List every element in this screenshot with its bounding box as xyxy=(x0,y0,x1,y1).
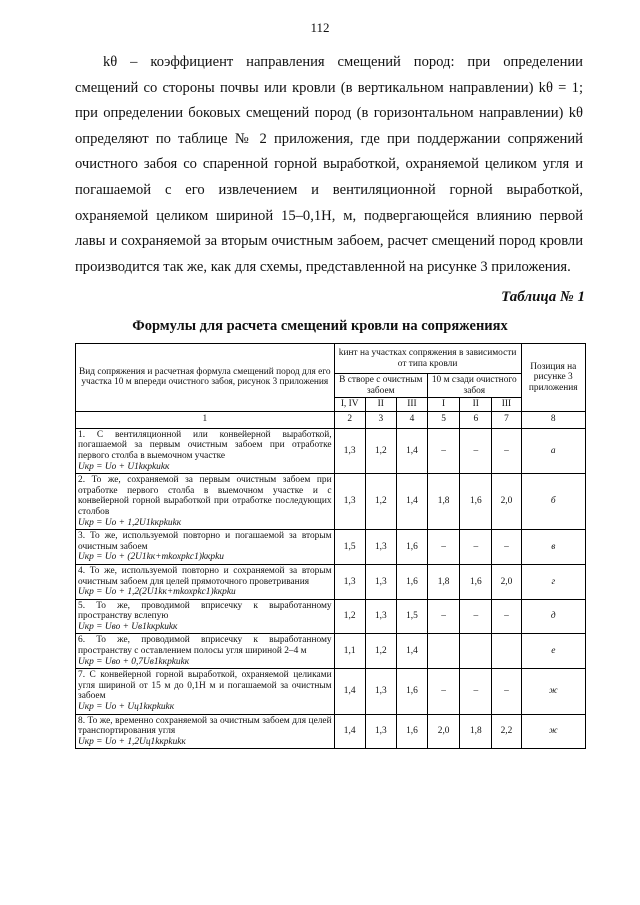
joint-description: 4. То же, используемой повторно и сохраняемой за вторым очистным забоем для целей прямоточного проветривания xyxy=(78,565,332,587)
kint-value: 1,8 xyxy=(460,714,492,749)
kint-value: – xyxy=(460,669,492,714)
joint-description: 6. То же, проводимой вприсечку к выработанному пространству с оставлением полосы угля шириной 2–4 м xyxy=(78,635,332,657)
kint-value: 1,5 xyxy=(334,530,365,565)
header-roof-type: II xyxy=(365,398,396,412)
column-number: 2 xyxy=(334,411,365,428)
table-row xyxy=(76,530,586,565)
kint-value: 1,4 xyxy=(334,714,365,749)
kint-value: – xyxy=(428,428,460,473)
formulas-table xyxy=(75,343,586,749)
kint-value: 1,2 xyxy=(365,634,396,669)
kint-value xyxy=(428,634,460,669)
header-kint: kинт на участках сопряжения в зависимости от типа кровли xyxy=(334,344,521,374)
displacement-formula: Uкр = Uо + 1,2(2U1kк+mkохрkс1)kкрkи xyxy=(78,587,236,598)
joint-description: 8. То же, временно сохраняемой за очистным забоем для целей транспортирования угля xyxy=(78,715,332,737)
joint-description: 3. То же, используемой повторно и погашаемой за вторым очистным забоем xyxy=(78,531,332,552)
kint-value: 1,8 xyxy=(428,564,460,599)
column-number-row xyxy=(76,411,586,428)
kint-value: 1,8 xyxy=(428,474,460,530)
displacement-formula: Uкр = Uво + Uв1kкрkиkк xyxy=(78,621,178,632)
figure-position: ж xyxy=(521,714,585,749)
kint-value: 1,4 xyxy=(396,474,427,530)
table-row xyxy=(76,564,586,599)
kint-value: 2,0 xyxy=(492,564,521,599)
table-label: Таблица № 1 xyxy=(501,289,585,305)
kint-value: 1,3 xyxy=(365,669,396,714)
table-row xyxy=(76,474,586,530)
header-roof-type: III xyxy=(492,398,521,412)
page-number: 112 xyxy=(310,20,330,35)
displacement-formula: Uкр = Uо + 1,2U1kкрkиkк xyxy=(78,517,182,528)
displacement-formula: Uкр = Uо + 1,2Uц1kкрkиkк xyxy=(78,736,186,747)
kint-value: – xyxy=(460,428,492,473)
header-group-back: 10 м сзади очистного забоя xyxy=(428,374,522,398)
column-number: 8 xyxy=(521,411,585,428)
table-row xyxy=(76,714,586,749)
kint-value: – xyxy=(492,530,521,565)
kint-value: 1,2 xyxy=(365,474,396,530)
joint-description: 7. С конвейерной горной выработкой, охраняемой целиками угля шириной от 15 м до 0,1H м и погашаемой за очистным забоем xyxy=(78,670,332,702)
column-number: 6 xyxy=(460,411,492,428)
joint-description: 5. То же, проводимой вприсечку к выработанному пространству вслепую xyxy=(78,600,332,622)
kint-value: 1,3 xyxy=(365,564,396,599)
kint-value xyxy=(460,634,492,669)
displacement-formula: Uкр = Uо + (2U1kк+mkохрkс1)kкрkи xyxy=(78,552,224,563)
kint-value: 1,6 xyxy=(460,474,492,530)
table-row xyxy=(76,428,586,473)
kint-value: 2,0 xyxy=(492,474,521,530)
joint-description-cell xyxy=(76,669,335,714)
joint-description: 1. С вентиляционной или конвейерной выработкой, погашаемой за первым очистным забоем при отработке первого столба в выемочном участке xyxy=(78,429,332,461)
kint-value: – xyxy=(460,530,492,565)
kint-value: 2,0 xyxy=(428,714,460,749)
header-roof-type: I, IV xyxy=(334,398,365,412)
kint-value: – xyxy=(460,599,492,634)
figure-position: д xyxy=(521,599,585,634)
kint-value: 1,6 xyxy=(460,564,492,599)
joint-description: 2. То же, сохраняемой за первым очистным забоем при отработке первого столба в выемочном участке и с конвейерной горной выработкой при отработке последующих столбов xyxy=(78,475,332,517)
kint-value: – xyxy=(492,669,521,714)
column-number: 3 xyxy=(365,411,396,428)
column-number: 4 xyxy=(396,411,427,428)
figure-position: а xyxy=(521,428,585,473)
kint-value: 1,6 xyxy=(396,530,427,565)
kint-value: 1,6 xyxy=(396,564,427,599)
displacement-formula: Uкр = Uо + Uц1kкрkиkк xyxy=(78,702,175,713)
header-roof-type: III xyxy=(396,398,427,412)
header-roof-type: I xyxy=(428,398,460,412)
kint-value: 1,4 xyxy=(396,634,427,669)
column-number: 1 xyxy=(76,411,335,428)
kint-value: 2,2 xyxy=(492,714,521,749)
header-joint-type: Вид сопряжения и расчетная формула смещений пород для его участка 10 м впереди очистного забоя, рисунок 3 приложения xyxy=(76,344,335,412)
header-group-front: В створе с очистным забоем xyxy=(334,374,427,398)
column-number: 5 xyxy=(428,411,460,428)
kint-value: – xyxy=(492,599,521,634)
table-title: Формулы для расчета смещений кровли на сопряжениях xyxy=(132,318,508,334)
kint-value: 1,4 xyxy=(334,669,365,714)
figure-position: б xyxy=(521,474,585,530)
joint-description-cell xyxy=(76,564,335,599)
kint-value: 1,6 xyxy=(396,714,427,749)
joint-description-cell xyxy=(76,714,335,749)
kint-value: 1,1 xyxy=(334,634,365,669)
kint-value: 1,5 xyxy=(396,599,427,634)
kint-value: – xyxy=(428,599,460,634)
kint-value: 1,6 xyxy=(396,669,427,714)
kint-value: 1,3 xyxy=(334,474,365,530)
kint-value: 1,3 xyxy=(334,428,365,473)
column-number: 7 xyxy=(492,411,521,428)
figure-position: в xyxy=(521,530,585,565)
body-paragraph: kθ – коэффициент направления смещений пород: при определении смещений со стороны почвы или кровли (в вертикальном направлении) kθ = 1; при определении боковых смещений пород (в горизонтальном направлении) kθ определяют по таблице № 2 приложения, где при поддержании сопряжений очистного забоя со спаренной горной выработкой, охраняемой целиком угля и погашаемой с его извлечением и вентиляционной горной выработкой, охраняемой целиком шириной 15–0,1H, м, подвергающейся влиянию первой лавы и сохраняемой за вторым очистным забоем, расчет смещений пород кровли производится так же, как для схемы, представленной на рисунке 3 приложения. xyxy=(75,54,583,275)
kint-value: 1,4 xyxy=(396,428,427,473)
kint-value: – xyxy=(428,669,460,714)
table-row xyxy=(76,599,586,634)
kint-value: 1,3 xyxy=(365,714,396,749)
table-body xyxy=(76,411,586,749)
table-row xyxy=(76,669,586,714)
figure-position: г xyxy=(521,564,585,599)
kint-value: 1,3 xyxy=(334,564,365,599)
kint-value: – xyxy=(492,428,521,473)
header-position: Позиция на рисунке 3 приложения xyxy=(521,344,585,412)
kint-value: – xyxy=(428,530,460,565)
figure-position: ж xyxy=(521,669,585,714)
kint-value: 1,2 xyxy=(365,428,396,473)
table-row xyxy=(76,634,586,669)
displacement-formula: Uкр = Uо + U1kкрkиkк xyxy=(78,461,170,472)
displacement-formula: Uкр = Uво + 0,7Uв1kкрkиkк xyxy=(78,656,190,667)
joint-description-cell xyxy=(76,599,335,634)
kint-value: 1,3 xyxy=(365,530,396,565)
joint-description-cell xyxy=(76,634,335,669)
kint-value: 1,2 xyxy=(334,599,365,634)
kint-value xyxy=(492,634,521,669)
figure-position: е xyxy=(521,634,585,669)
joint-description-cell xyxy=(76,530,335,565)
header-roof-type: II xyxy=(460,398,492,412)
joint-description-cell xyxy=(76,428,335,473)
kint-value: 1,3 xyxy=(365,599,396,634)
joint-description-cell xyxy=(76,474,335,530)
